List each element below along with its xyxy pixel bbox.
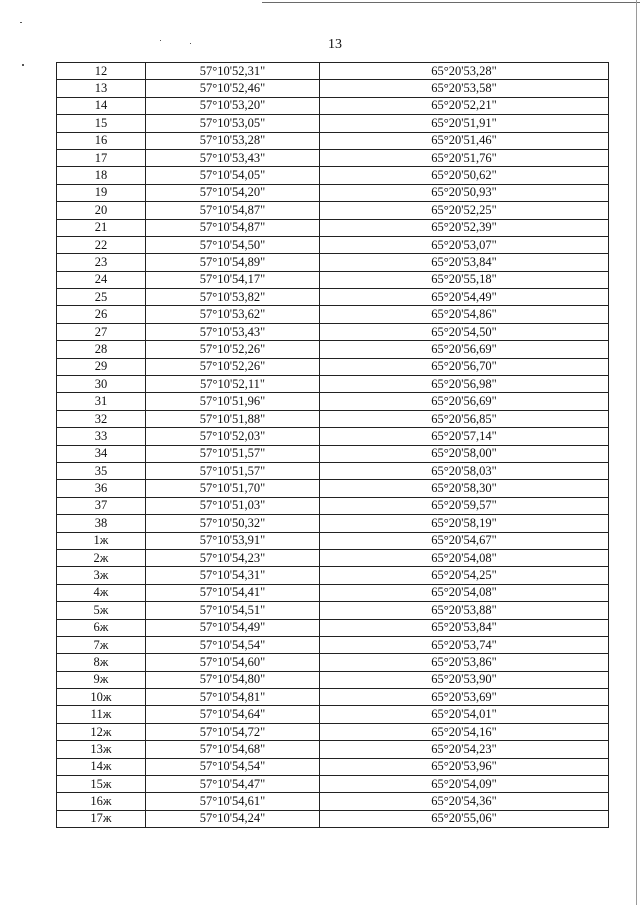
point-number-cell: 33 xyxy=(57,428,146,445)
latitude-cell: 57°10'54,64" xyxy=(146,706,320,723)
point-number-cell: 3ж xyxy=(57,567,146,584)
latitude-cell: 57°10'53,28" xyxy=(146,132,320,149)
latitude-cell: 57°10'54,80" xyxy=(146,671,320,688)
point-number-cell: 28 xyxy=(57,341,146,358)
scan-speck xyxy=(22,64,24,66)
latitude-cell: 57°10'54,89" xyxy=(146,254,320,271)
longitude-cell: 65°20'53,90" xyxy=(320,671,609,688)
longitude-cell: 65°20'55,18" xyxy=(320,271,609,288)
latitude-cell: 57°10'54,72" xyxy=(146,723,320,740)
latitude-cell: 57°10'53,43" xyxy=(146,323,320,340)
longitude-cell: 65°20'56,98" xyxy=(320,376,609,393)
latitude-cell: 57°10'50,32" xyxy=(146,515,320,532)
point-number-cell: 31 xyxy=(57,393,146,410)
longitude-cell: 65°20'58,19" xyxy=(320,515,609,532)
longitude-cell: 65°20'53,58" xyxy=(320,80,609,97)
longitude-cell: 65°20'52,25" xyxy=(320,202,609,219)
point-number-cell: 17 xyxy=(57,149,146,166)
longitude-cell: 65°20'54,36" xyxy=(320,793,609,810)
longitude-cell: 65°20'56,69" xyxy=(320,341,609,358)
point-number-cell: 1ж xyxy=(57,532,146,549)
longitude-cell: 65°20'59,57" xyxy=(320,497,609,514)
point-number-cell: 18 xyxy=(57,167,146,184)
table-row xyxy=(57,445,609,462)
longitude-cell: 65°20'53,96" xyxy=(320,758,609,775)
coordinates-table-body xyxy=(57,63,609,828)
table-row xyxy=(57,671,609,688)
table-row xyxy=(57,289,609,306)
table-row xyxy=(57,654,609,671)
point-number-cell: 27 xyxy=(57,323,146,340)
point-number-cell: 32 xyxy=(57,410,146,427)
longitude-cell: 65°20'50,93" xyxy=(320,184,609,201)
longitude-cell: 65°20'53,07" xyxy=(320,236,609,253)
point-number-cell: 36 xyxy=(57,480,146,497)
point-number-cell: 38 xyxy=(57,515,146,532)
point-number-cell: 16 xyxy=(57,132,146,149)
table-row xyxy=(57,341,609,358)
point-number-cell: 22 xyxy=(57,236,146,253)
longitude-cell: 65°20'53,86" xyxy=(320,654,609,671)
longitude-cell: 65°20'54,50" xyxy=(320,323,609,340)
point-number-cell: 17ж xyxy=(57,810,146,827)
point-number-cell: 4ж xyxy=(57,584,146,601)
latitude-cell: 57°10'54,23" xyxy=(146,549,320,566)
latitude-cell: 57°10'54,68" xyxy=(146,741,320,758)
table-row xyxy=(57,462,609,479)
coordinates-table xyxy=(56,62,609,828)
longitude-cell: 65°20'54,01" xyxy=(320,706,609,723)
longitude-cell: 65°20'54,09" xyxy=(320,776,609,793)
point-number-cell: 37 xyxy=(57,497,146,514)
table-row xyxy=(57,428,609,445)
table-row xyxy=(57,80,609,97)
longitude-cell: 65°20'53,84" xyxy=(320,619,609,636)
point-number-cell: 14ж xyxy=(57,758,146,775)
point-number-cell: 26 xyxy=(57,306,146,323)
longitude-cell: 65°20'54,16" xyxy=(320,723,609,740)
point-number-cell: 12 xyxy=(57,63,146,80)
latitude-cell: 57°10'54,87" xyxy=(146,202,320,219)
point-number-cell: 30 xyxy=(57,376,146,393)
longitude-cell: 65°20'56,70" xyxy=(320,358,609,375)
latitude-cell: 57°10'52,31" xyxy=(146,63,320,80)
table-row xyxy=(57,323,609,340)
latitude-cell: 57°10'54,61" xyxy=(146,793,320,810)
longitude-cell: 65°20'54,25" xyxy=(320,567,609,584)
table-row xyxy=(57,254,609,271)
page-number: 13 xyxy=(328,37,342,52)
point-number-cell: 14 xyxy=(57,97,146,114)
table-row xyxy=(57,376,609,393)
longitude-cell: 65°20'53,84" xyxy=(320,254,609,271)
latitude-cell: 57°10'54,20" xyxy=(146,184,320,201)
latitude-cell: 57°10'51,88" xyxy=(146,410,320,427)
longitude-cell: 65°20'51,91" xyxy=(320,115,609,132)
table-row xyxy=(57,219,609,236)
longitude-cell: 65°20'50,62" xyxy=(320,167,609,184)
longitude-cell: 65°20'54,08" xyxy=(320,584,609,601)
latitude-cell: 57°10'54,17" xyxy=(146,271,320,288)
point-number-cell: 35 xyxy=(57,462,146,479)
point-number-cell: 15 xyxy=(57,115,146,132)
table-row xyxy=(57,532,609,549)
longitude-cell: 65°20'54,08" xyxy=(320,549,609,566)
latitude-cell: 57°10'51,96" xyxy=(146,393,320,410)
longitude-cell: 65°20'53,28" xyxy=(320,63,609,80)
longitude-cell: 65°20'54,49" xyxy=(320,289,609,306)
point-number-cell: 6ж xyxy=(57,619,146,636)
latitude-cell: 57°10'52,46" xyxy=(146,80,320,97)
latitude-cell: 57°10'54,05" xyxy=(146,167,320,184)
latitude-cell: 57°10'54,24" xyxy=(146,810,320,827)
table-row xyxy=(57,393,609,410)
table-row xyxy=(57,619,609,636)
scan-speck xyxy=(20,22,22,23)
point-number-cell: 21 xyxy=(57,219,146,236)
table-row xyxy=(57,793,609,810)
point-number-cell: 29 xyxy=(57,358,146,375)
table-row xyxy=(57,706,609,723)
point-number-cell: 16ж xyxy=(57,793,146,810)
longitude-cell: 65°20'58,00" xyxy=(320,445,609,462)
latitude-cell: 57°10'54,60" xyxy=(146,654,320,671)
latitude-cell: 57°10'53,05" xyxy=(146,115,320,132)
longitude-cell: 65°20'55,06" xyxy=(320,810,609,827)
table-row xyxy=(57,202,609,219)
longitude-cell: 65°20'57,14" xyxy=(320,428,609,445)
point-number-cell: 7ж xyxy=(57,636,146,653)
table-row xyxy=(57,723,609,740)
table-row xyxy=(57,741,609,758)
point-number-cell: 13ж xyxy=(57,741,146,758)
latitude-cell: 57°10'54,81" xyxy=(146,689,320,706)
latitude-cell: 57°10'54,87" xyxy=(146,219,320,236)
latitude-cell: 57°10'53,43" xyxy=(146,149,320,166)
point-number-cell: 20 xyxy=(57,202,146,219)
point-number-cell: 15ж xyxy=(57,776,146,793)
longitude-cell: 65°20'56,69" xyxy=(320,393,609,410)
latitude-cell: 57°10'54,50" xyxy=(146,236,320,253)
table-row xyxy=(57,167,609,184)
latitude-cell: 57°10'54,54" xyxy=(146,758,320,775)
latitude-cell: 57°10'51,03" xyxy=(146,497,320,514)
latitude-cell: 57°10'51,70" xyxy=(146,480,320,497)
latitude-cell: 57°10'53,91" xyxy=(146,532,320,549)
longitude-cell: 65°20'51,76" xyxy=(320,149,609,166)
table-row xyxy=(57,97,609,114)
scan-edge-top xyxy=(262,2,640,3)
table-row xyxy=(57,584,609,601)
latitude-cell: 57°10'53,82" xyxy=(146,289,320,306)
latitude-cell: 57°10'52,26" xyxy=(146,341,320,358)
latitude-cell: 57°10'51,57" xyxy=(146,462,320,479)
latitude-cell: 57°10'54,54" xyxy=(146,636,320,653)
table-row xyxy=(57,184,609,201)
longitude-cell: 65°20'56,85" xyxy=(320,410,609,427)
table-row xyxy=(57,515,609,532)
latitude-cell: 57°10'53,20" xyxy=(146,97,320,114)
point-number-cell: 9ж xyxy=(57,671,146,688)
longitude-cell: 65°20'52,21" xyxy=(320,97,609,114)
table-row xyxy=(57,271,609,288)
table-row xyxy=(57,306,609,323)
longitude-cell: 65°20'58,30" xyxy=(320,480,609,497)
table-row xyxy=(57,810,609,827)
point-number-cell: 2ж xyxy=(57,549,146,566)
table-row xyxy=(57,497,609,514)
table-row xyxy=(57,480,609,497)
latitude-cell: 57°10'52,03" xyxy=(146,428,320,445)
longitude-cell: 65°20'54,23" xyxy=(320,741,609,758)
latitude-cell: 57°10'54,49" xyxy=(146,619,320,636)
latitude-cell: 57°10'52,26" xyxy=(146,358,320,375)
longitude-cell: 65°20'58,03" xyxy=(320,462,609,479)
point-number-cell: 11ж xyxy=(57,706,146,723)
table-row xyxy=(57,115,609,132)
longitude-cell: 65°20'53,69" xyxy=(320,689,609,706)
table-row xyxy=(57,549,609,566)
longitude-cell: 65°20'53,88" xyxy=(320,602,609,619)
latitude-cell: 57°10'52,11" xyxy=(146,376,320,393)
point-number-cell: 10ж xyxy=(57,689,146,706)
latitude-cell: 57°10'53,62" xyxy=(146,306,320,323)
longitude-cell: 65°20'52,39" xyxy=(320,219,609,236)
point-number-cell: 5ж xyxy=(57,602,146,619)
scan-edge-right xyxy=(636,0,637,905)
table-row xyxy=(57,358,609,375)
point-number-cell: 24 xyxy=(57,271,146,288)
latitude-cell: 57°10'51,57" xyxy=(146,445,320,462)
point-number-cell: 19 xyxy=(57,184,146,201)
table-row xyxy=(57,410,609,427)
latitude-cell: 57°10'54,47" xyxy=(146,776,320,793)
table-row xyxy=(57,636,609,653)
table-row xyxy=(57,689,609,706)
point-number-cell: 13 xyxy=(57,80,146,97)
point-number-cell: 25 xyxy=(57,289,146,306)
longitude-cell: 65°20'54,86" xyxy=(320,306,609,323)
table-row xyxy=(57,132,609,149)
table-row xyxy=(57,63,609,80)
point-number-cell: 8ж xyxy=(57,654,146,671)
longitude-cell: 65°20'51,46" xyxy=(320,132,609,149)
table-row xyxy=(57,776,609,793)
table-row xyxy=(57,567,609,584)
table-row xyxy=(57,236,609,253)
point-number-cell: 34 xyxy=(57,445,146,462)
latitude-cell: 57°10'54,51" xyxy=(146,602,320,619)
latitude-cell: 57°10'54,31" xyxy=(146,567,320,584)
point-number-cell: 23 xyxy=(57,254,146,271)
table-row xyxy=(57,602,609,619)
table-row xyxy=(57,758,609,775)
table-row xyxy=(57,149,609,166)
longitude-cell: 65°20'53,74" xyxy=(320,636,609,653)
point-number-cell: 12ж xyxy=(57,723,146,740)
longitude-cell: 65°20'54,67" xyxy=(320,532,609,549)
latitude-cell: 57°10'54,41" xyxy=(146,584,320,601)
